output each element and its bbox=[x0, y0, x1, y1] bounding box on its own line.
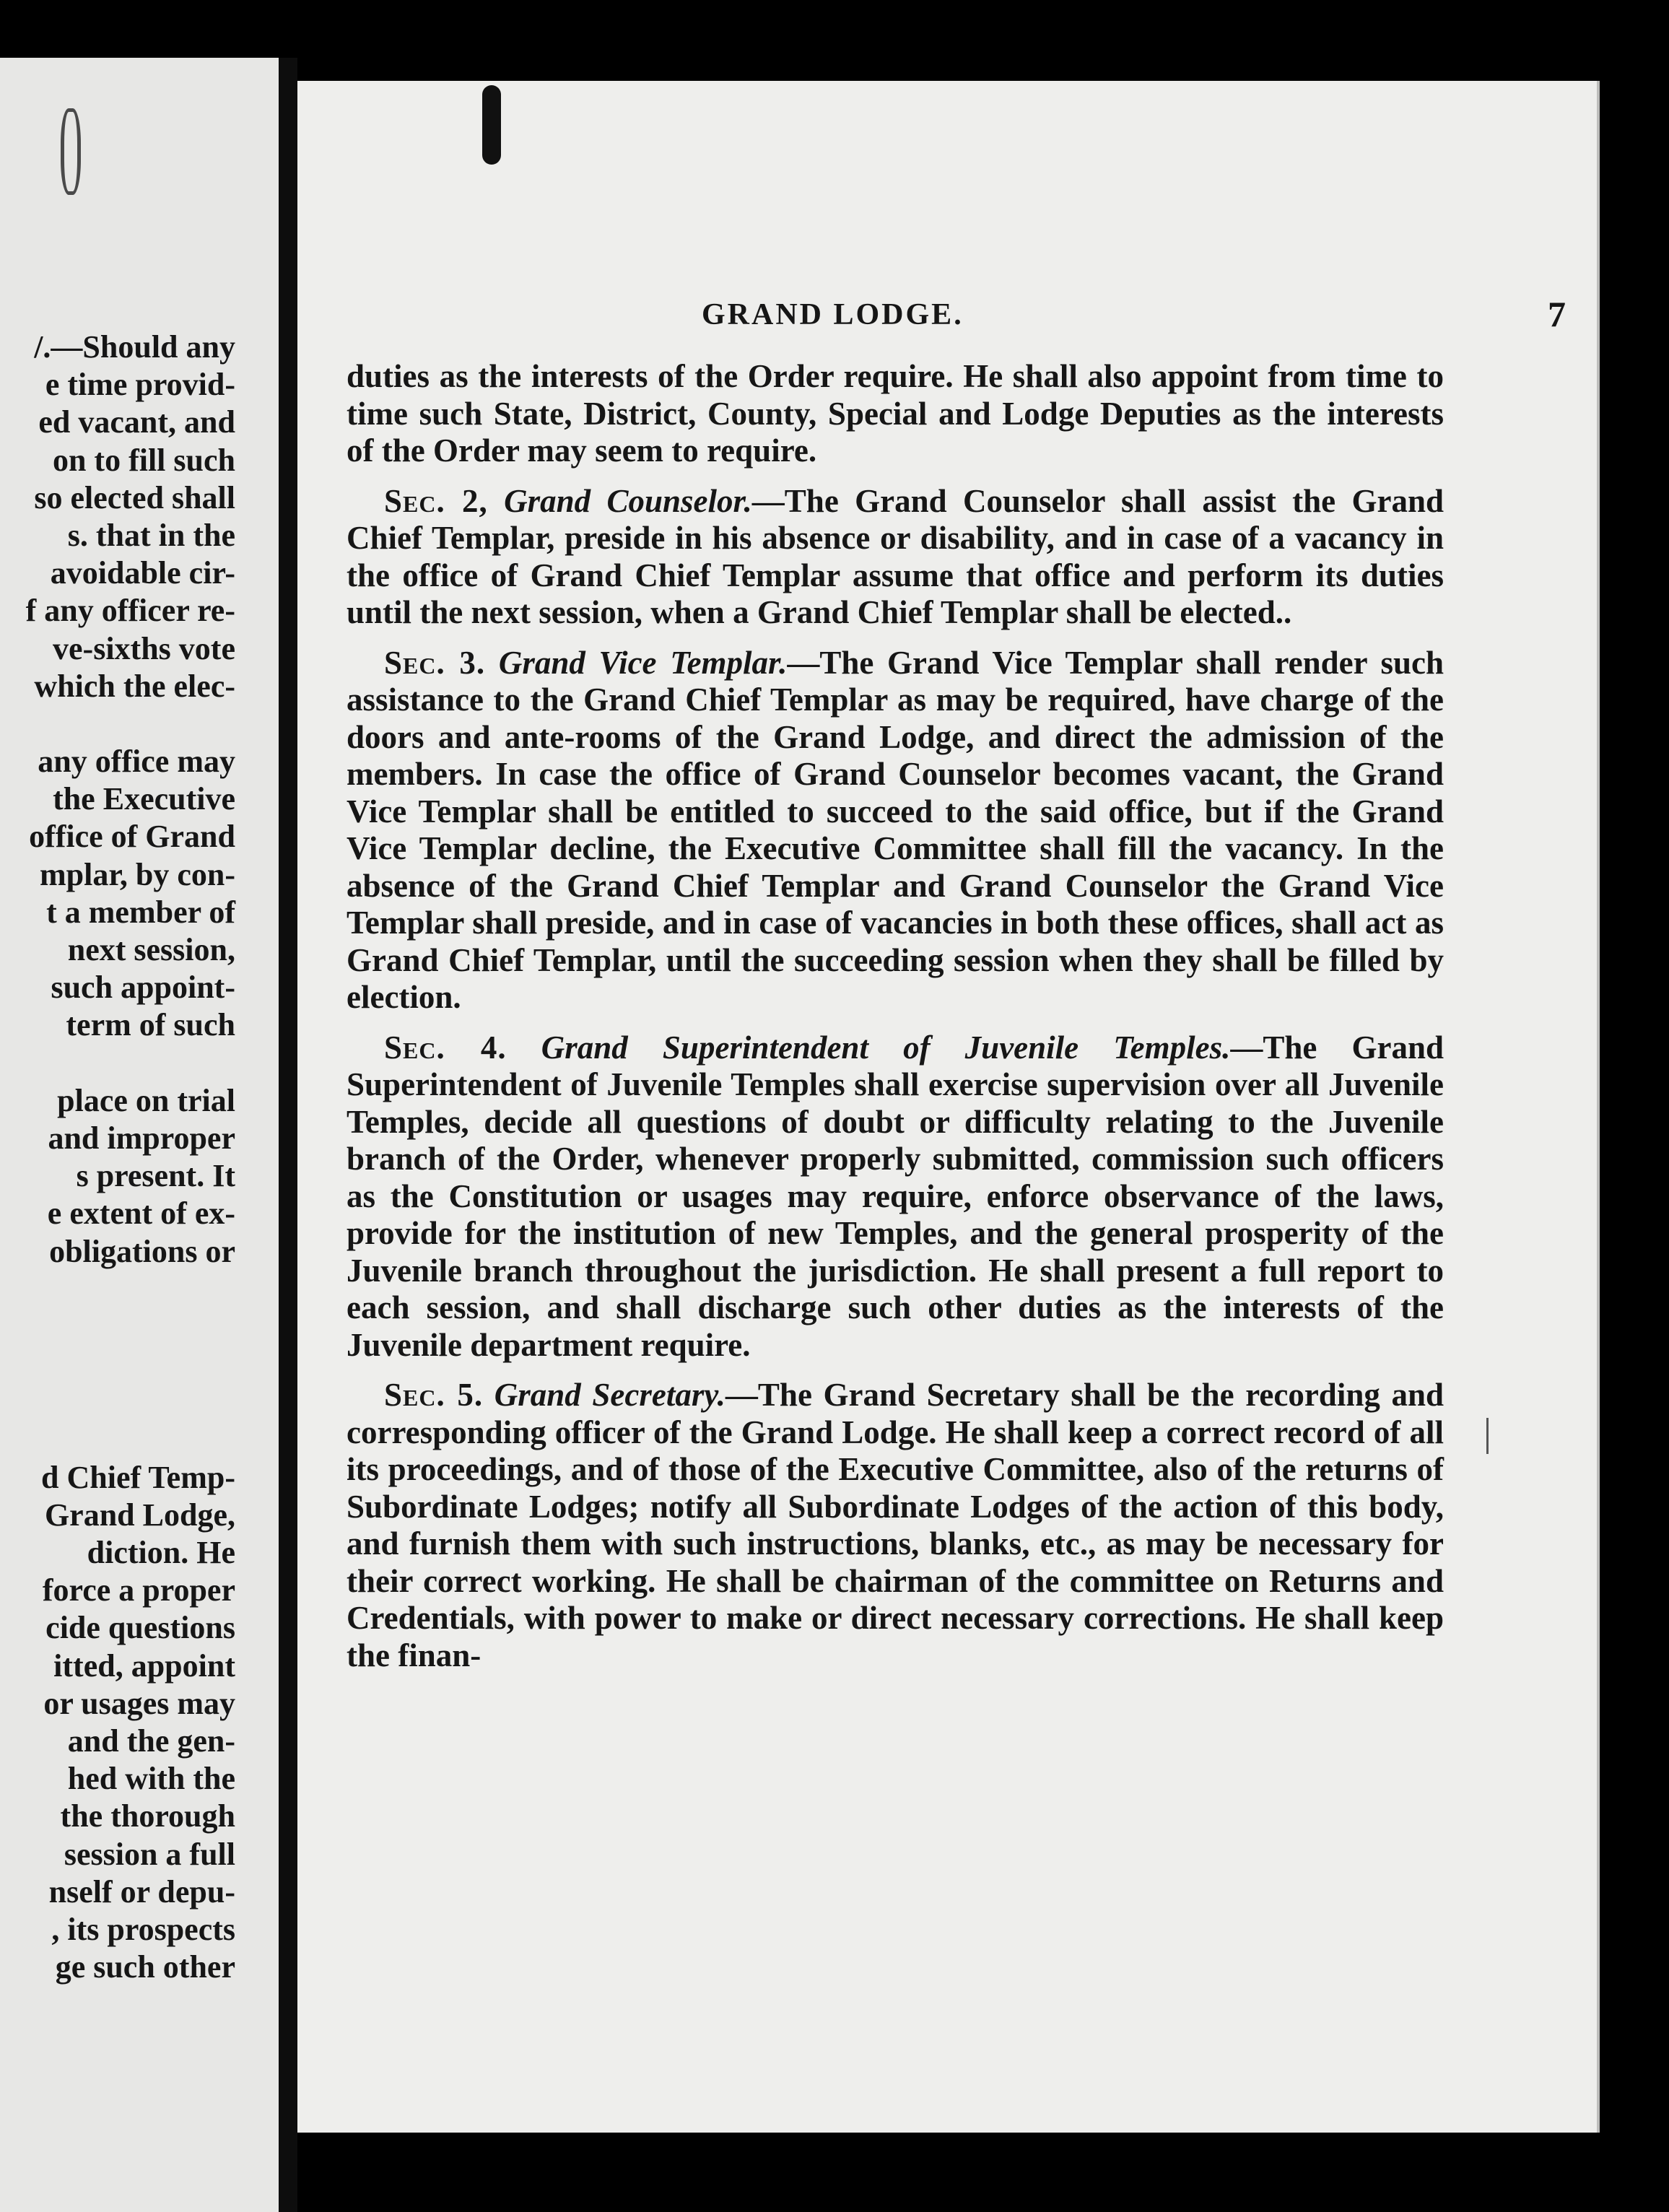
left-page-line: on to fill such bbox=[52, 442, 235, 478]
scan-speck bbox=[1486, 1418, 1489, 1454]
left-page-line bbox=[26, 1346, 235, 1383]
left-page-line: t a member of bbox=[46, 894, 235, 930]
body-text bbox=[347, 358, 1444, 1687]
left-page-line: itted, appoint bbox=[53, 1647, 235, 1684]
section-4 bbox=[347, 1029, 1444, 1364]
left-page-line: cide questions bbox=[45, 1610, 235, 1646]
left-page-fragment bbox=[0, 58, 279, 2212]
opening-paragraph: duties as the interests of the Order require. He shall also appoint from time to time such State, District, County, Special and Lodge Deputies as the interests of the Order may seem to require. bbox=[347, 358, 1444, 469]
left-page-line: next session, bbox=[67, 932, 235, 967]
left-page-line: mplar, by con- bbox=[40, 856, 235, 892]
left-page-line: session a full bbox=[64, 1836, 235, 1872]
left-page-line: any office may bbox=[38, 744, 235, 780]
left-page-line: s. that in the bbox=[67, 517, 235, 553]
left-page-line: , its prospects bbox=[51, 1911, 235, 1947]
left-page-line: ge such other bbox=[55, 1949, 235, 1985]
left-page-line: or usages may bbox=[43, 1685, 235, 1721]
section-title: Grand Superintendent of Juvenile Temples. bbox=[541, 1029, 1231, 1066]
left-page-line bbox=[26, 1308, 235, 1346]
section-2 bbox=[347, 483, 1444, 632]
left-page-line: place on trial bbox=[57, 1082, 235, 1118]
left-page-line: s present. It bbox=[76, 1158, 235, 1194]
left-page-line: ve-sixths vote bbox=[53, 630, 235, 666]
left-page-line: such appoint- bbox=[51, 970, 235, 1006]
left-page-line: and improper bbox=[48, 1120, 235, 1156]
left-page-text bbox=[26, 328, 235, 1986]
section-text: —The Grand Superintendent of Juvenile Temples shall exercise supervision over all Juvenile Temples, decide all questions of doubt or difficulty relating to the Juvenile branch of the Order, whenever properly submitted, commission such officers as the Constitution or usages may require, enforce observance of the laws, provide for the institution of new Temples, and the general prosperity of the Juvenile branch throughout the jurisdiction. He shall present a full report to each session, and shall discharge such other duties as the interests of the Juvenile department require. bbox=[347, 1029, 1444, 1363]
left-page-line: the thorough bbox=[60, 1798, 235, 1834]
left-page-line: force a proper bbox=[42, 1572, 235, 1608]
left-page-line: /.—Should any bbox=[34, 329, 235, 365]
left-page-line: avoidable cir- bbox=[50, 555, 235, 591]
page-gutter bbox=[279, 58, 297, 2212]
left-page-line: hed with the bbox=[67, 1761, 235, 1797]
ink-mark bbox=[61, 108, 81, 195]
left-page-line bbox=[26, 1383, 235, 1421]
left-page-line bbox=[26, 705, 235, 743]
section-label: Sec. 4. bbox=[384, 1029, 507, 1066]
page-header bbox=[297, 294, 1597, 348]
section-label: Sec. 2, bbox=[384, 482, 488, 519]
left-page-line: ed vacant, and bbox=[38, 404, 235, 440]
section-3 bbox=[347, 645, 1444, 1016]
running-head: GRAND LODGE. bbox=[702, 298, 964, 331]
left-page-line: Grand Lodge, bbox=[44, 1497, 235, 1533]
left-page-line: and the gen- bbox=[67, 1723, 235, 1759]
left-page-line: diction. He bbox=[87, 1535, 235, 1570]
left-page-line: term of such bbox=[66, 1007, 235, 1043]
left-page-line: office of Grand bbox=[29, 819, 235, 855]
left-page-line bbox=[26, 1271, 235, 1308]
left-page-line: obligations or bbox=[49, 1233, 235, 1269]
left-page-line: e extent of ex- bbox=[47, 1196, 235, 1232]
left-page-line: d Chief Temp- bbox=[41, 1459, 235, 1495]
left-page-line: so elected shall bbox=[34, 479, 235, 515]
section-label: Sec. 3. bbox=[384, 644, 486, 681]
section-text: —The Grand Vice Templar shall render such assistance to the Grand Chief Templar as may be required, have charge of the doors and ante-rooms of the Grand Lodge, and direct the admission of the members. In case the office of Grand Counselor becomes vacant, the Grand Vice Templar shall be entitled to succeed to the said office, but if the Grand Vice Templar decline, the Executive Committee shall fill the vacancy. In the absence of the Grand Chief Templar and Grand Counselor the Grand Vice Templar shall preside, and in case of vacancies in both these offices, shall act as Grand Chief Templar, until the succeeding session when they shall be filled by election. bbox=[347, 644, 1444, 1015]
page-number: 7 bbox=[1548, 294, 1568, 334]
left-page-line bbox=[26, 1421, 235, 1458]
left-page-line: which the elec- bbox=[34, 668, 235, 704]
binding-mark bbox=[482, 85, 501, 165]
section-title: Grand Vice Templar. bbox=[498, 644, 788, 681]
left-page-line: nself or depu- bbox=[48, 1873, 235, 1910]
section-5 bbox=[347, 1377, 1444, 1674]
section-text: —The Grand Counselor shall assist the Grand Chief Templar, preside in his absence or disability, and in case of a vacancy in the office of Grand Chief Templar assume that office and perform its duties until the next session, when a Grand Chief Templar shall be elected.. bbox=[347, 482, 1444, 630]
left-page-line: the Executive bbox=[53, 781, 235, 817]
left-page-line: f any officer re- bbox=[25, 593, 235, 629]
left-page-line bbox=[26, 1045, 235, 1082]
right-page bbox=[297, 81, 1600, 2133]
section-title: Grand Secretary. bbox=[494, 1377, 725, 1413]
left-page-line: e time provid- bbox=[45, 367, 235, 403]
section-title: Grand Counselor. bbox=[504, 482, 752, 519]
section-text: —The Grand Secretary shall be the recording and corresponding officer of the Grand Lodge. He shall keep a correct record of all its proceedings, and of those of the Executive Committee, also of the returns of Subordinate Lodges; notify all Subordinate Lodges of the action of this body, and furnish them with such instructions, blanks, etc., as may be necessary for their correct working. He shall be chairman of the committee on Returns and Credentials, with power to make or direct necessary corrections. He shall keep the finan- bbox=[347, 1377, 1444, 1673]
section-label: Sec. 5. bbox=[384, 1377, 484, 1413]
